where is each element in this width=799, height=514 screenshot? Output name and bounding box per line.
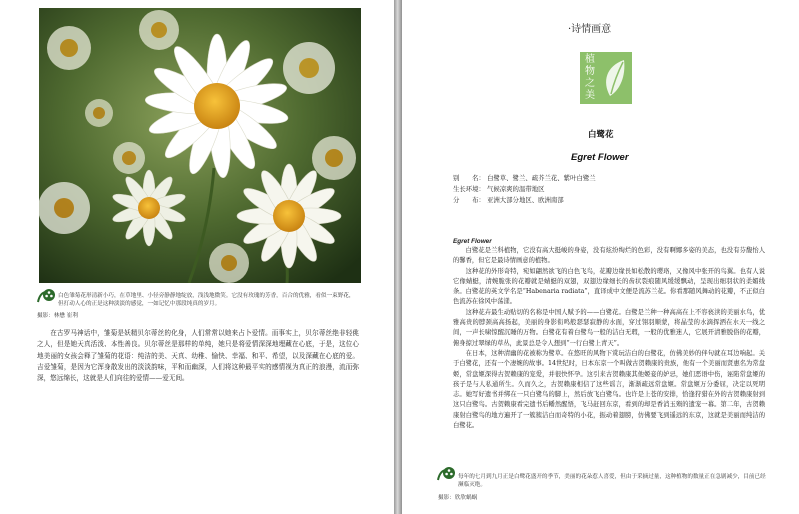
- info-key: 分 布：: [453, 196, 485, 205]
- paragraph: 这种花的外形奇特，宛如翩然欲飞的白色飞鸟，花瓣边缘長如松散的璎珞，又像风中张开的鸟翼。也有人说它像蜻蜓，清婉脆张的花瓣就是蜻蜓的双翅，双翅边缘细长的齿状裂痕随风缓缓飘动，呈现出细羽状的柔媚线条。白鹭花的英文学名是“Habenaria radiata”，直译成中文便是流苏兰花。你看那随风舞动的花瓣，不正似白色流苏在徐风中荡漾。: [453, 267, 765, 306]
- info-key: 生长环境：: [453, 185, 485, 194]
- section-label: ·诗情画意: [568, 24, 612, 35]
- footer-credit: 摄影：欣欣蜗蜗: [438, 495, 478, 501]
- info-row-habitat: [453, 184, 596, 195]
- badge-char: 之: [585, 78, 595, 89]
- badge-char: 美: [585, 90, 595, 101]
- info-value: 亚洲大部分地区、欧洲南部: [487, 196, 564, 205]
- daisy-photo: [39, 8, 361, 283]
- paragraph: 这种花卉最生动贴切的名称是中国人赋予的——白鹭花。白鹭是兰种一种高高在上不容亵渎的美丽水鸟，优雅高贵的脖颈高高扬起，美丽的身影衔鸣般瑟瑟寂静的水面，穿过翎羽顺蒙，将晶莹的水滴挥洒在水天一线之间，一声长啸惊醒沉睡的万物。白鹭花有着白鹭鸟一般的洁白无瑕，一般的优雅迷人，它展开清雅脱俗的花瓣，俯身掠过翠绿的草丛，此景总是令人想到“一行白鹭上青天”。: [453, 308, 765, 347]
- info-row-distribution: [453, 195, 596, 206]
- plant-beauty-badge: [580, 52, 632, 104]
- book-spine: [394, 0, 402, 514]
- footer-caption: 每年的七月到九月正是白鹭花盛开的季节，美丽的花朵惹人喜爱，但由于采摘过量，这种植物的数量正在急剧减少，目前已经濒临灭绝。: [458, 474, 766, 489]
- badge-char: 物: [585, 66, 595, 77]
- info-row-alias: [453, 173, 596, 184]
- paragraph: 在日本，这种清幽的花被称为鹭草。在悠旺的风物下赏玩洁白的白鹭花，仿佛美妙的伴句就在耳边响起。关于白鹭花，还有一个凄婉的故事。14世纪时，日本东京一个叫做古贺赖康的贵族，他有一个美丽而贤惠名为常盘姬，常盘姬深得古贺赖康的宠爱，并很快怀孕。这引来古贺赖康其他姬妾的妒忌，她们恶语中伤，诬陷常盘姬的孩子是与人私通所生。久而久之，古贺赖康相信了这些谣言，渐渐疏远常盘姬。常盘姬万分委屈，决定以死明志。她写好遗书并绑在一只白鹭鸟的脚上，然后放飞白鹭鸟。也许是上苍的安排，恰逢狩猎在外的古贺赖康射到这只白鹭鸟。古贺赖康看完遗书后幡然醒悟，飞马赶回东京，看到的却是香消玉殒的遗宠一幕。第二年，古贺赖康射白鹭鸟的地方遍开了一簇簇洁白而奇特的小花，振动着翅膀，仿佛要飞到遥远的东京，这就是美丽而纯洁的白鹭花。: [453, 349, 765, 430]
- flower-name-cn: 白鹭花: [588, 130, 614, 140]
- paragraph: 白鹭花是兰科植物，它没有高大挺峻的身姿，没有炫纷绚烂的色彩，没有啊娜多姿的美态，也没有芬馥怡人的馨香，但它是最诗情画意的植物。: [453, 247, 765, 265]
- photo-credit: 摄影：林懋 崔利: [37, 313, 78, 319]
- flower-info: [453, 173, 596, 207]
- info-key: 别 名：: [453, 174, 485, 182]
- body-heading: Egret Flower: [453, 238, 492, 245]
- film-reel-icon: [37, 288, 57, 304]
- paragraph: 在古罗马神话中，雏菊是妖精贝尔蒂丝的化身，人们常常以她来占卜爱情。而事实上，贝尔蒂丝绝非轻佻之人，但是她天真活泼、本性善良。贝尔蒂丝是那样的单纯，她只是将爱情深深地埋藏在心底，于是，这位心地美丽的女孩会释了雏菊的花语：纯洁的美、天真、幼稚、愉快、幸福、和平、希望，以及深藏在心底的爱。吉爱雏菊，是因为它浑身散发出的淡淡韵味，平和而幽深，人们将这种最平实的感情视为真正的浪漫，流而弥深，悠远绵长，这就是人们向往的爱情——爱无间。: [37, 329, 359, 383]
- info-value: 气候凉爽的温带地区: [487, 185, 545, 194]
- photo-caption: 白色雏菊花形清新小巧，在草地里、小径旁静静地绽放，浅浅地微笑。它没有玫瑰的芳香，百合的优雅，看似一束野花，但打动人心的正是这种淡淡的感觉，一如记忆中那段纯真的岁月。: [58, 293, 355, 308]
- info-value: 白鹭草、鹭兰、疏芥兰花、紫叶白鹭兰: [487, 174, 596, 182]
- left-body-text: [37, 328, 359, 384]
- film-reel-icon: [437, 466, 457, 482]
- right-body-text: [453, 246, 765, 431]
- flower-name-en: Egret Flower: [571, 152, 629, 163]
- badge-char: 植: [585, 54, 595, 65]
